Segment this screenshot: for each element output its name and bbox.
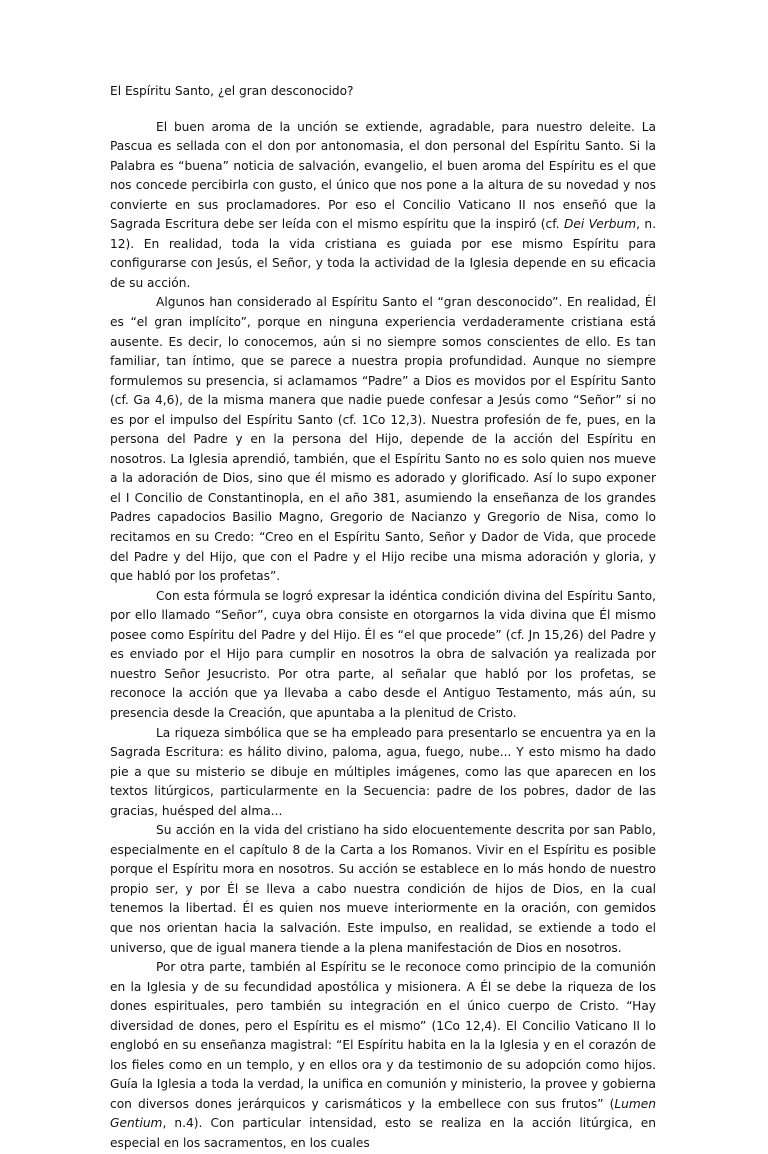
paragraph-text: Su acción en la vida del cristiano ha sido elocuentemente descrita por san Pablo, especialmente en el capítulo 8 de la Carta a los Romanos. Vivir en el Espíritu es posible porque el Espíritu mora en nosotros. Su acción se establece en lo más hondo de nuestro propio ser, y por Él se lleva a cabo nuestra condición de hijos de Dios, en la cual tenemos la libertad. Él es quien nos mueve interiormente en la oración, con gemidos que nos orientan hacia la salvación. Este impulso, en realidad, se extiende a todo el universo, que de igual manera tiende a la plena manifestación de Dios en nosotros. bbox=[110, 823, 656, 955]
paragraph-6 bbox=[110, 958, 656, 1153]
citation-title: Dei Verbum bbox=[563, 217, 637, 232]
document-page bbox=[110, 82, 656, 1154]
paragraph-text: , n.4). Con particular intensidad, esto se realiza en la acción litúrgica, en especial en los sacramentos, en los cuales bbox=[110, 1116, 656, 1150]
paragraph-text: El buen aroma de la unción se extiende, agradable, para nuestro deleite. La Pascua es sellada con el don por antonomasia, el don personal del Espíritu Santo. Si la Palabra es “buena” noticia de salvación, evangelio, el buen aroma del Espíritu es el que nos concede percibirla con gusto, el único que nos pone a la altura de su novedad y nos convierte en sus proclamadores. Por eso el Concilio Vaticano II nos enseñó que la Sagrada Escritura debe ser leída con el mismo espíritu que la inspiró (cf. bbox=[110, 119, 656, 232]
paragraph-4 bbox=[110, 724, 656, 822]
paragraph-text: Con esta fórmula se logró expresar la idéntica condición divina del Espíritu Santo, por ello llamado “Señor”, cuya obra consiste en otorgarnos la vida divina que Él mismo posee como Espíritu del Padre y del Hijo. Él es “el que procede” (cf. Jn 15,26) del Padre y es enviado por el Hijo para cumplir en nosotros la obra de salvación ya realizada por nuestro Señor Jesucristo. Por otra parte, al señalar que habló por los profetas, se reconoce la acción que ya llevaba a cabo desde el Antiguo Testamento, más aún, su presencia desde la Creación, que apuntaba a la plenitud de Cristo. bbox=[110, 588, 656, 720]
paragraph-text: La riqueza simbólica que se ha empleado para presentarlo se encuentra ya en la Sagrada Escritura: es hálito divino, paloma, agua, fuego, nube... Y esto mismo ha dado pie a que su misterio se dibuje en múltiples imágenes, como las que aparecen en los textos litúrgicos, particularmente en la Secuencia: padre de los pobres, dador de las gracias, huésped del alma... bbox=[110, 725, 656, 818]
paragraph-text: Por otra parte, también al Espíritu se le reconoce como principio de la comunión en la Iglesia y de su fecundidad apostólica y misionera. A Él se debe la riqueza de los dones espirituales, pero también su integración en el único cuerpo de Cristo. “Hay diversidad de dones, pero el Espíritu es el mismo” (1Co 12,4). El Concilio Vaticano II lo englobó en su enseñanza magistral: “El Espíritu habita en la la Iglesia y en el corazón de los fieles como en un templo, y en ellos ora y da testimonio de su adopción como hijos. Guía la Iglesia a toda la verdad, la unifica en comunión y ministerio, la provee y gobierna con diversos dones jerárquicos y carismáticos y la embellece con sus frutos” ( bbox=[110, 960, 656, 1111]
paragraph-5 bbox=[110, 821, 656, 958]
paragraph-3 bbox=[110, 587, 656, 724]
paragraph-1 bbox=[110, 118, 656, 294]
paragraph-text: , n. 12). En realidad, toda la vida cristiana es guiada por ese mismo Espíritu para configurarse con Jesús, el Señor, y toda la actividad de la Iglesia depende en su eficacia de su acción. bbox=[110, 217, 656, 290]
paragraph-text: Algunos han considerado al Espíritu Santo el “gran desconocido”. En realidad, Él es “el gran implícito”, porque en ninguna experiencia verdaderamente cristiana está ausente. Es decir, lo conocemos, aún si no siempre somos conscientes de ello. Es tan familiar, tan íntimo, que se parece a nuestra propia profundidad. Aunque no siempre formulemos su presencia, si aclamamos “Padre” a Dios es movidos por el Espíritu Santo (cf. Ga 4,6), de la misma manera que nadie puede confesar a Jesús como “Señor” si no es por el impulso del Espíritu Santo (cf. 1Co 12,3). Nuestra profesión de fe, pues, en la persona del Padre y en la persona del Hijo, depende de la acción del Espíritu en nosotros. La Iglesia aprendió, también, que el Espíritu Santo no es solo quien nos mueve a la adoración de Dios, sino que él mismo es adorado y glorificado. Así lo supo exponer el I Concilio de Constantinopla, en el año 381, asumiendo la enseñanza de los grandes Padres capadocios Basilio Magno, Gregorio de Nacianzo y Gregorio de Nisa, como lo recitamos en su Credo: “Creo en el Espíritu Santo, Señor y Dador de Vida, que procede del Padre y del Hijo, que con el Padre y el Hijo recibe una misma adoración y gloria, y que habló por los profetas”. bbox=[110, 295, 656, 584]
paragraph-2 bbox=[110, 293, 656, 586]
document-title: El Espíritu Santo, ¿el gran desconocido? bbox=[110, 84, 354, 98]
citation-title: Lumen Gentium bbox=[110, 1096, 656, 1131]
